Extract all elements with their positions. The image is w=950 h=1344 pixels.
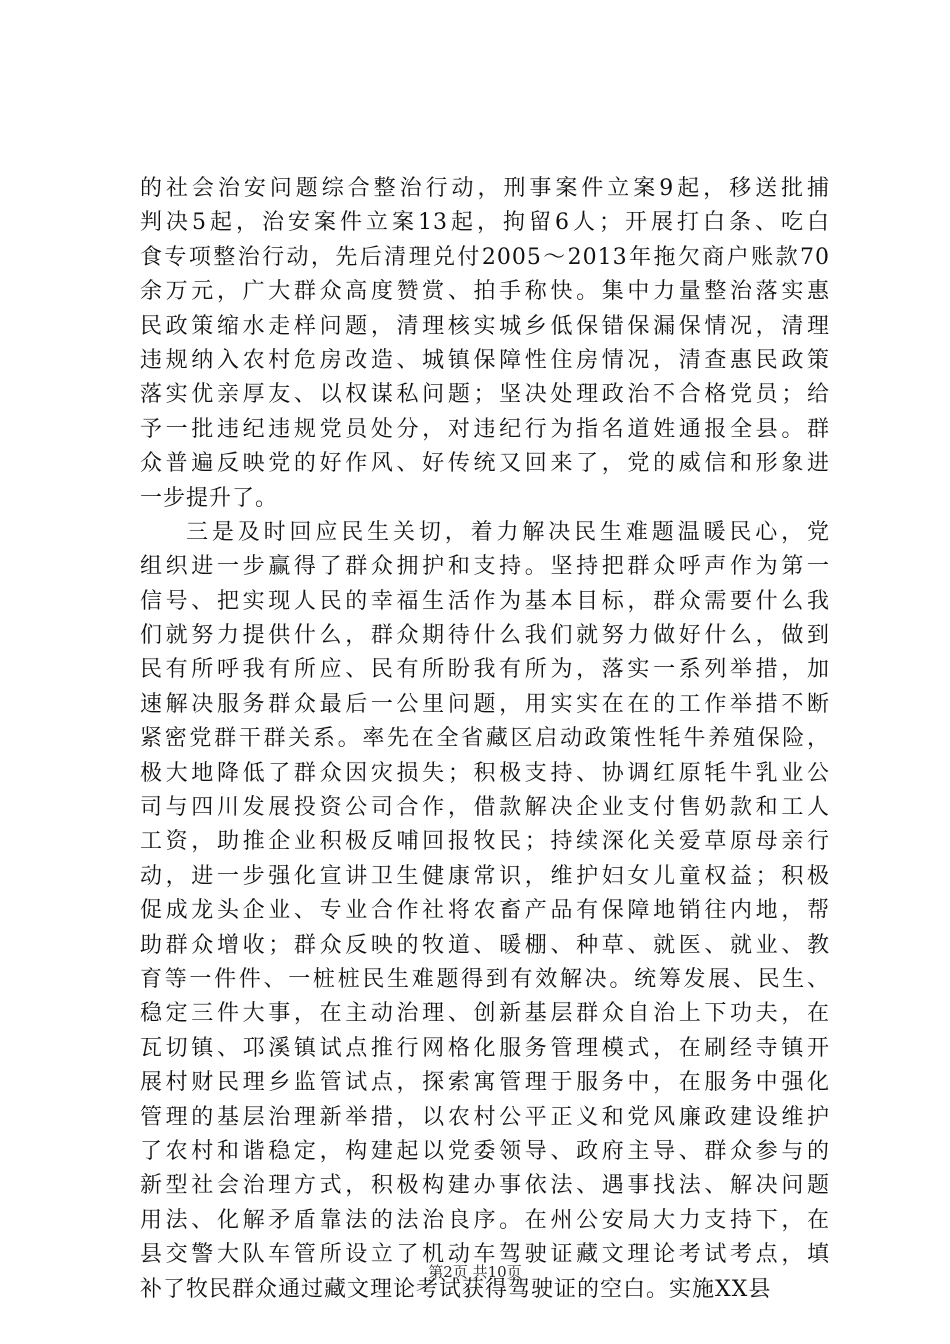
paragraph-rectification-line: 违规纳入农村危房改造、城镇保障性住房情况，清查惠民政策 bbox=[140, 347, 830, 373]
paragraph-rectification-line: 食专项整治行动，先后清理兑付2005～2013年拖欠商户账款70 bbox=[140, 244, 830, 270]
paragraph-livelihood-line: 速解决服务群众最后一公里问题，用实实在在的工作举措不断 bbox=[140, 691, 830, 717]
paragraph-rectification-line: 落实优亲厚友、以权谋私问题；坚决处理政治不合格党员；给 bbox=[140, 382, 830, 408]
paragraph-livelihood-line: 司与四川发展投资公司合作，借款解决企业支付售奶款和工人 bbox=[140, 795, 830, 821]
paragraph-livelihood-line: 工资，助推企业积极反哺回报牧民；持续深化关爱草原母亲行 bbox=[140, 829, 830, 855]
paragraph-livelihood-line: 极大地降低了群众因灾损失；积极支持、协调红原牦牛乳业公 bbox=[140, 760, 830, 786]
page-footer: 第2页 共10页 bbox=[428, 1263, 522, 1281]
document-body bbox=[140, 172, 830, 1307]
paragraph-livelihood-line: 三是及时回应民生关切，着力解决民生难题温暖民心，党 bbox=[186, 519, 830, 545]
paragraph-livelihood-line: 信号、把实现人民的幸福生活作为基本目标，群众需要什么我 bbox=[140, 588, 830, 614]
paragraph-livelihood-line: 管理的基层治理新举措，以农村公平正义和党风廉政建设维护 bbox=[140, 1104, 830, 1130]
paragraph-livelihood-line: 促成龙头企业、专业合作社将农畜产品有保障地销往内地，帮 bbox=[140, 898, 830, 924]
paragraph-livelihood-line: 组织进一步赢得了群众拥护和支持。坚持把群众呼声作为第一 bbox=[140, 554, 830, 580]
paragraph-livelihood-line: 稳定三件大事，在主动治理、创新基层群众自治上下功夫，在 bbox=[140, 1001, 830, 1027]
paragraph-livelihood-line: 瓦切镇、邛溪镇试点推行网格化服务管理模式，在刷经寺镇开 bbox=[140, 1035, 830, 1061]
paragraph-livelihood-line: 新型社会治理方式，积极构建办事依法、遇事找法、解决问题 bbox=[140, 1173, 830, 1199]
paragraph-livelihood-line: 用法、化解矛盾靠法的法治良序。在州公安局大力支持下，在 bbox=[140, 1207, 830, 1233]
paragraph-livelihood-line: 民有所呼我有所应、民有所盼我有所为，落实一系列举措，加 bbox=[140, 657, 830, 683]
paragraph-livelihood-line: 动，进一步强化宣讲卫生健康常识，维护妇女儿童权益；积极 bbox=[140, 863, 830, 889]
paragraph-livelihood-line: 展村财民理乡监管试点，探索寓管理于服务中，在服务中强化 bbox=[140, 1070, 830, 1096]
paragraph-rectification-line: 民政策缩水走样问题，清理核实城乡低保错保漏保情况，清理 bbox=[140, 313, 830, 339]
paragraph-rectification-line: 余万元，广大群众高度赞赏、拍手称快。集中力量整治落实惠 bbox=[140, 279, 830, 305]
paragraph-livelihood-line: 补了牧民群众通过藏文理论考试获得驾驶证的空白。实施XX县 bbox=[140, 1276, 772, 1302]
paragraph-livelihood-line: 助群众增收；群众反映的牧道、暖棚、种草、就医、就业、教 bbox=[140, 932, 830, 958]
paragraph-rectification-line: 予一批违纪违规党员处分，对违纪行为指名道姓通报全县。群 bbox=[140, 416, 830, 442]
paragraph-livelihood-line: 县交警大队车管所设立了机动车驾驶证藏文理论考试考点，填 bbox=[140, 1242, 830, 1268]
paragraph-rectification-line: 众普遍反映党的好作风、好传统又回来了，党的威信和形象进 bbox=[140, 451, 830, 477]
paragraph-livelihood-line: 们就努力提供什么，群众期待什么我们就努力做好什么，做到 bbox=[140, 623, 830, 649]
paragraph-livelihood-line: 育等一件件、一桩桩民生难题得到有效解决。统筹发展、民生、 bbox=[140, 966, 830, 992]
paragraph-rectification-line: 判决5起，治安案件立案13起，拘留6人；开展打白条、吃白 bbox=[140, 210, 830, 236]
paragraph-rectification-line: 的社会治安问题综合整治行动，刑事案件立案9起，移送批捕 bbox=[140, 176, 830, 201]
paragraph-livelihood-line: 紧密党群干群关系。率先在全省藏区启动政策性牦牛养殖保险， bbox=[140, 726, 830, 752]
paragraph-livelihood-line: 了农村和谐稳定，构建起以党委领导、政府主导、群众参与的 bbox=[140, 1138, 830, 1164]
paragraph-rectification-line: 一步提升了。 bbox=[140, 485, 279, 511]
